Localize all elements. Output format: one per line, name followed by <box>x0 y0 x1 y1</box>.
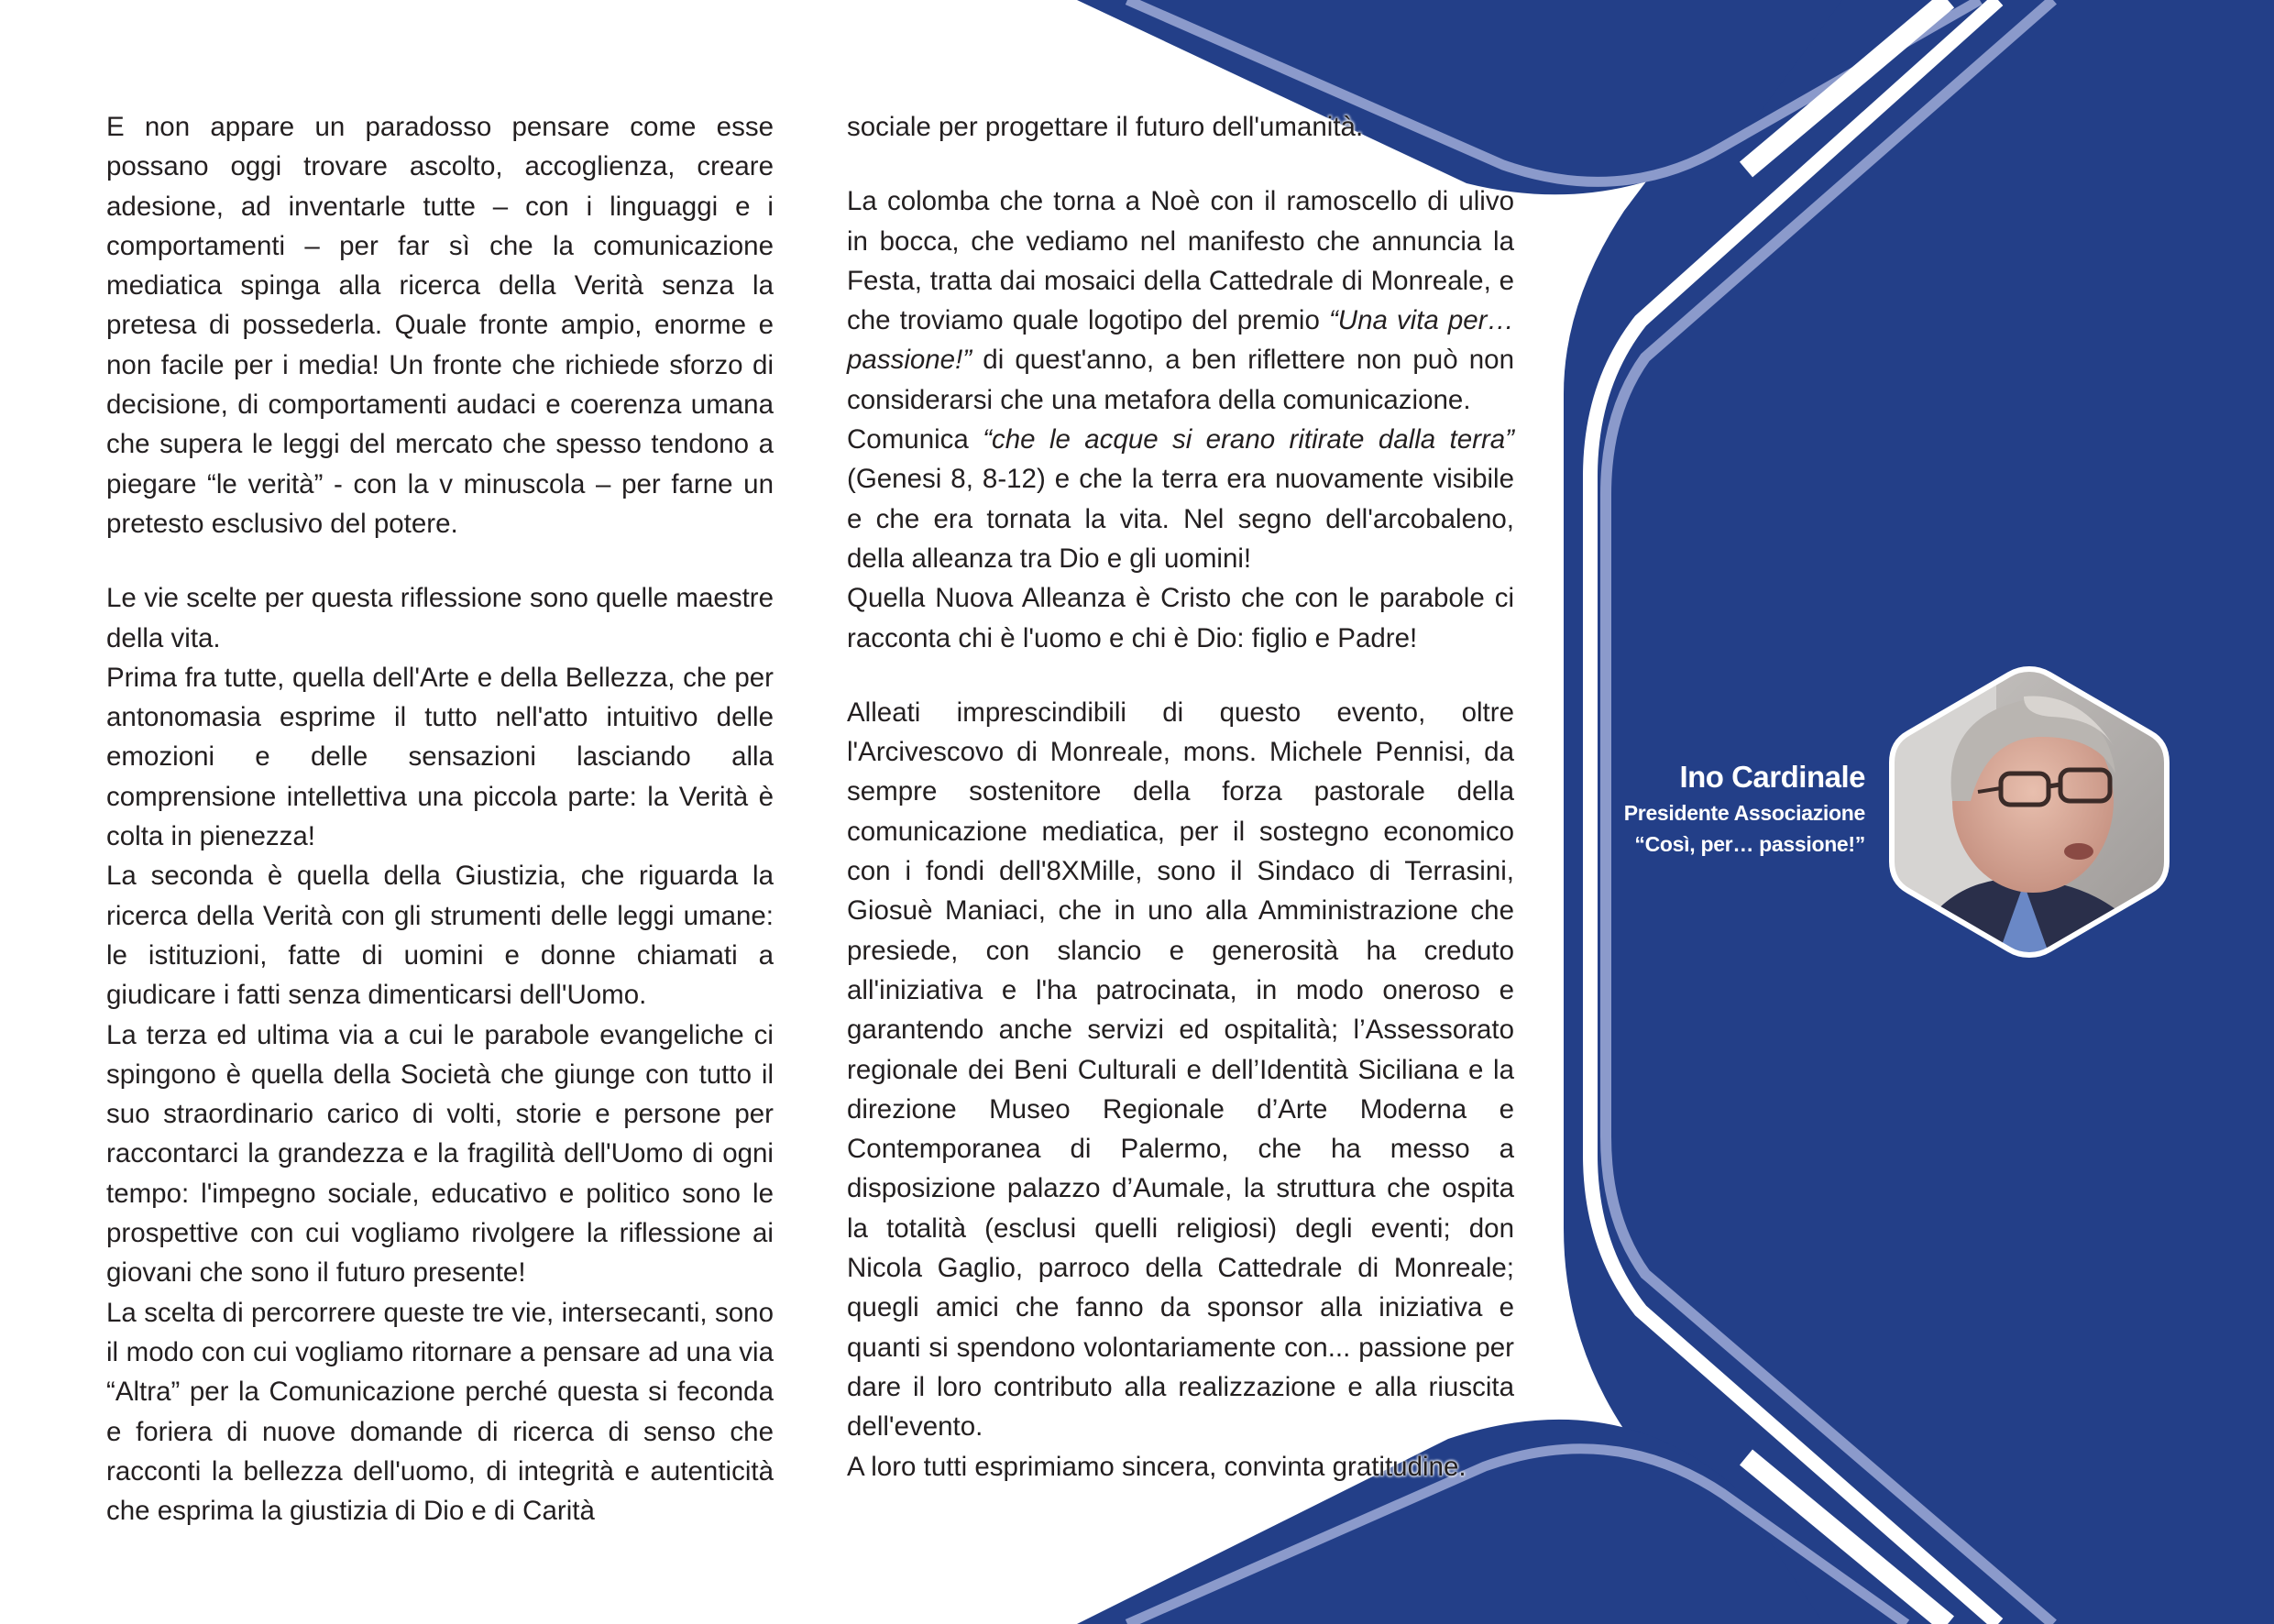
paragraph: sociale per progettare il futuro dell'umanità. <box>847 112 1364 142</box>
text-column-middle <box>847 107 1514 1487</box>
signature-name: Ino Cardinale <box>1679 760 1865 794</box>
paragraph-text: di quest'anno, a ben riflettere non può non considerarsi che una metafora della comunicazione. <box>847 345 1514 415</box>
paragraph-emphasis: “Una vita per… passione!” <box>847 305 1514 376</box>
text-column-left <box>106 107 774 1531</box>
paragraph: La terza ed ultima via a cui le parabole evangeliche ci spingono è quella della Società che giunge con tutto il suo straordinario carico di volti, storie e persone per raccontarci la grandezza e la fragilità dell'Uomo di ogni tempo: l'impegno sociale, educativo e politico sono le prospettive con cui vogliamo rivolgere la riflessione ai giovani che sono il futuro presente! <box>106 1019 774 1289</box>
paragraph: A loro tutti esprimiamo sincera, convinta gratitudine. <box>847 1451 1467 1482</box>
signature-association: “Così, per… passione!” <box>1634 832 1865 856</box>
paragraph-emphasis: “che le acque si erano ritirate dalla terra” <box>983 424 1514 455</box>
paragraph: Prima fra tutte, quella dell'Arte e della Bellezza, che per antonomasia esprime il tutto nell'atto intuitivo delle emozioni e delle sensazioni lasciando alla comprensione intellettiva una piccola parte: la Verità è colta in pienezza! <box>106 662 774 852</box>
paragraph: Le vie scelte per questa riflessione sono quelle maestre della vita. <box>106 583 774 653</box>
signature-block <box>1499 757 1865 860</box>
paragraph: La seconda è quella della Giustizia, che riguarda la ricerca della Verità con gli strumenti delle leggi umane: le istituzioni, fatte di uomini e donne chiamati a giudicare i fatti senza dimenticarsi dell'Uomo. <box>106 861 774 1011</box>
paragraph-text: (Genesi 8, 8-12) e che la terra era nuovamente visibile e che era tornata la vita. Nel segno dell'arcobaleno, della alleanza tra Dio e gli uomini! <box>847 464 1514 574</box>
paragraph: La scelta di percorrere queste tre vie, intersecanti, sono il modo con cui vogliamo ritornare a pensare ad una via “Altra” per la Comunicazione perché questa si feconda e foriera di nuove domande di ricerca di senso che racconti la bellezza dell'uomo, di integrità e autenticità che esprima la giustizia di Dio e di Carità <box>106 1297 774 1527</box>
paragraph-text: Comunica <box>847 424 983 455</box>
portrait-photo-icon <box>1886 664 2172 960</box>
paragraph <box>847 420 1514 578</box>
signature-role: Presidente Associazione <box>1623 801 1865 825</box>
paragraph: E non appare un paradosso pensare come esse possano oggi trovare ascolto, accoglienza, creare adesione, ad inventarle tutte – con i linguaggi e i comportamenti – per far sì che la comunicazione mediatica spinga alla ricerca della Verità senza la pretesa di possederla. Quale fronte ampio, enorme e non facile per i media! Un fronte che richiede sforzo di decisione, di comportamenti audaci e coerenza umana che supera le leggi del mercato che spesso tendono a piegare “le verità” - con la v minuscola – per farne un pretesto esclusivo del potere. <box>106 112 774 539</box>
paragraph <box>847 181 1514 420</box>
paragraph-text: La colomba che torna a Noè con il ramoscello di ulivo in bocca, che vediamo nel manifesto che annuncia la Festa, tratta dai mosaici della Cattedrale di Monreale, e che troviamo quale logotipo del premio <box>847 186 1514 336</box>
paragraph: Quella Nuova Alleanza è Cristo che con le parabole ci racconta chi è l'uomo e chi è Dio: figlio e Padre! <box>847 583 1514 653</box>
paragraph: Alleati imprescindibili di questo evento, oltre l'Arcivescovo di Monreale, mons. Michele Pennisi, da sempre sostenitore della forza pastorale della comunicazione mediatica, per il sostegno economico con i fondi dell'8XMille, sono il Sindaco di Terrasini, Giosuè Maniaci, che in uno alla Amministrazione che presiede, con slancio e generosità ha creduto all'iniziativa e l'ha patrocinata, in modo oneroso e garantendo anche servizi ed ospitalità; l’Assessorato regionale dei Beni Culturali e dell’Identità Siciliana e la direzione Museo Regionale d’Arte Moderna e Contemporanea di Palermo, che ha messo a disposizione palazzo d’Aumale, la struttura che ospita la totalità (esclusi quelli religiosi) degli eventi; don Nicola Gaglio, parroco della Cattedrale di Monreale; quegli amici che fanno da sponsor alla iniziativa e quanti si spendono volontariamente con... passione per dare il loro contributo alla realizzazione e alla riuscita dell'evento. <box>847 697 1514 1443</box>
